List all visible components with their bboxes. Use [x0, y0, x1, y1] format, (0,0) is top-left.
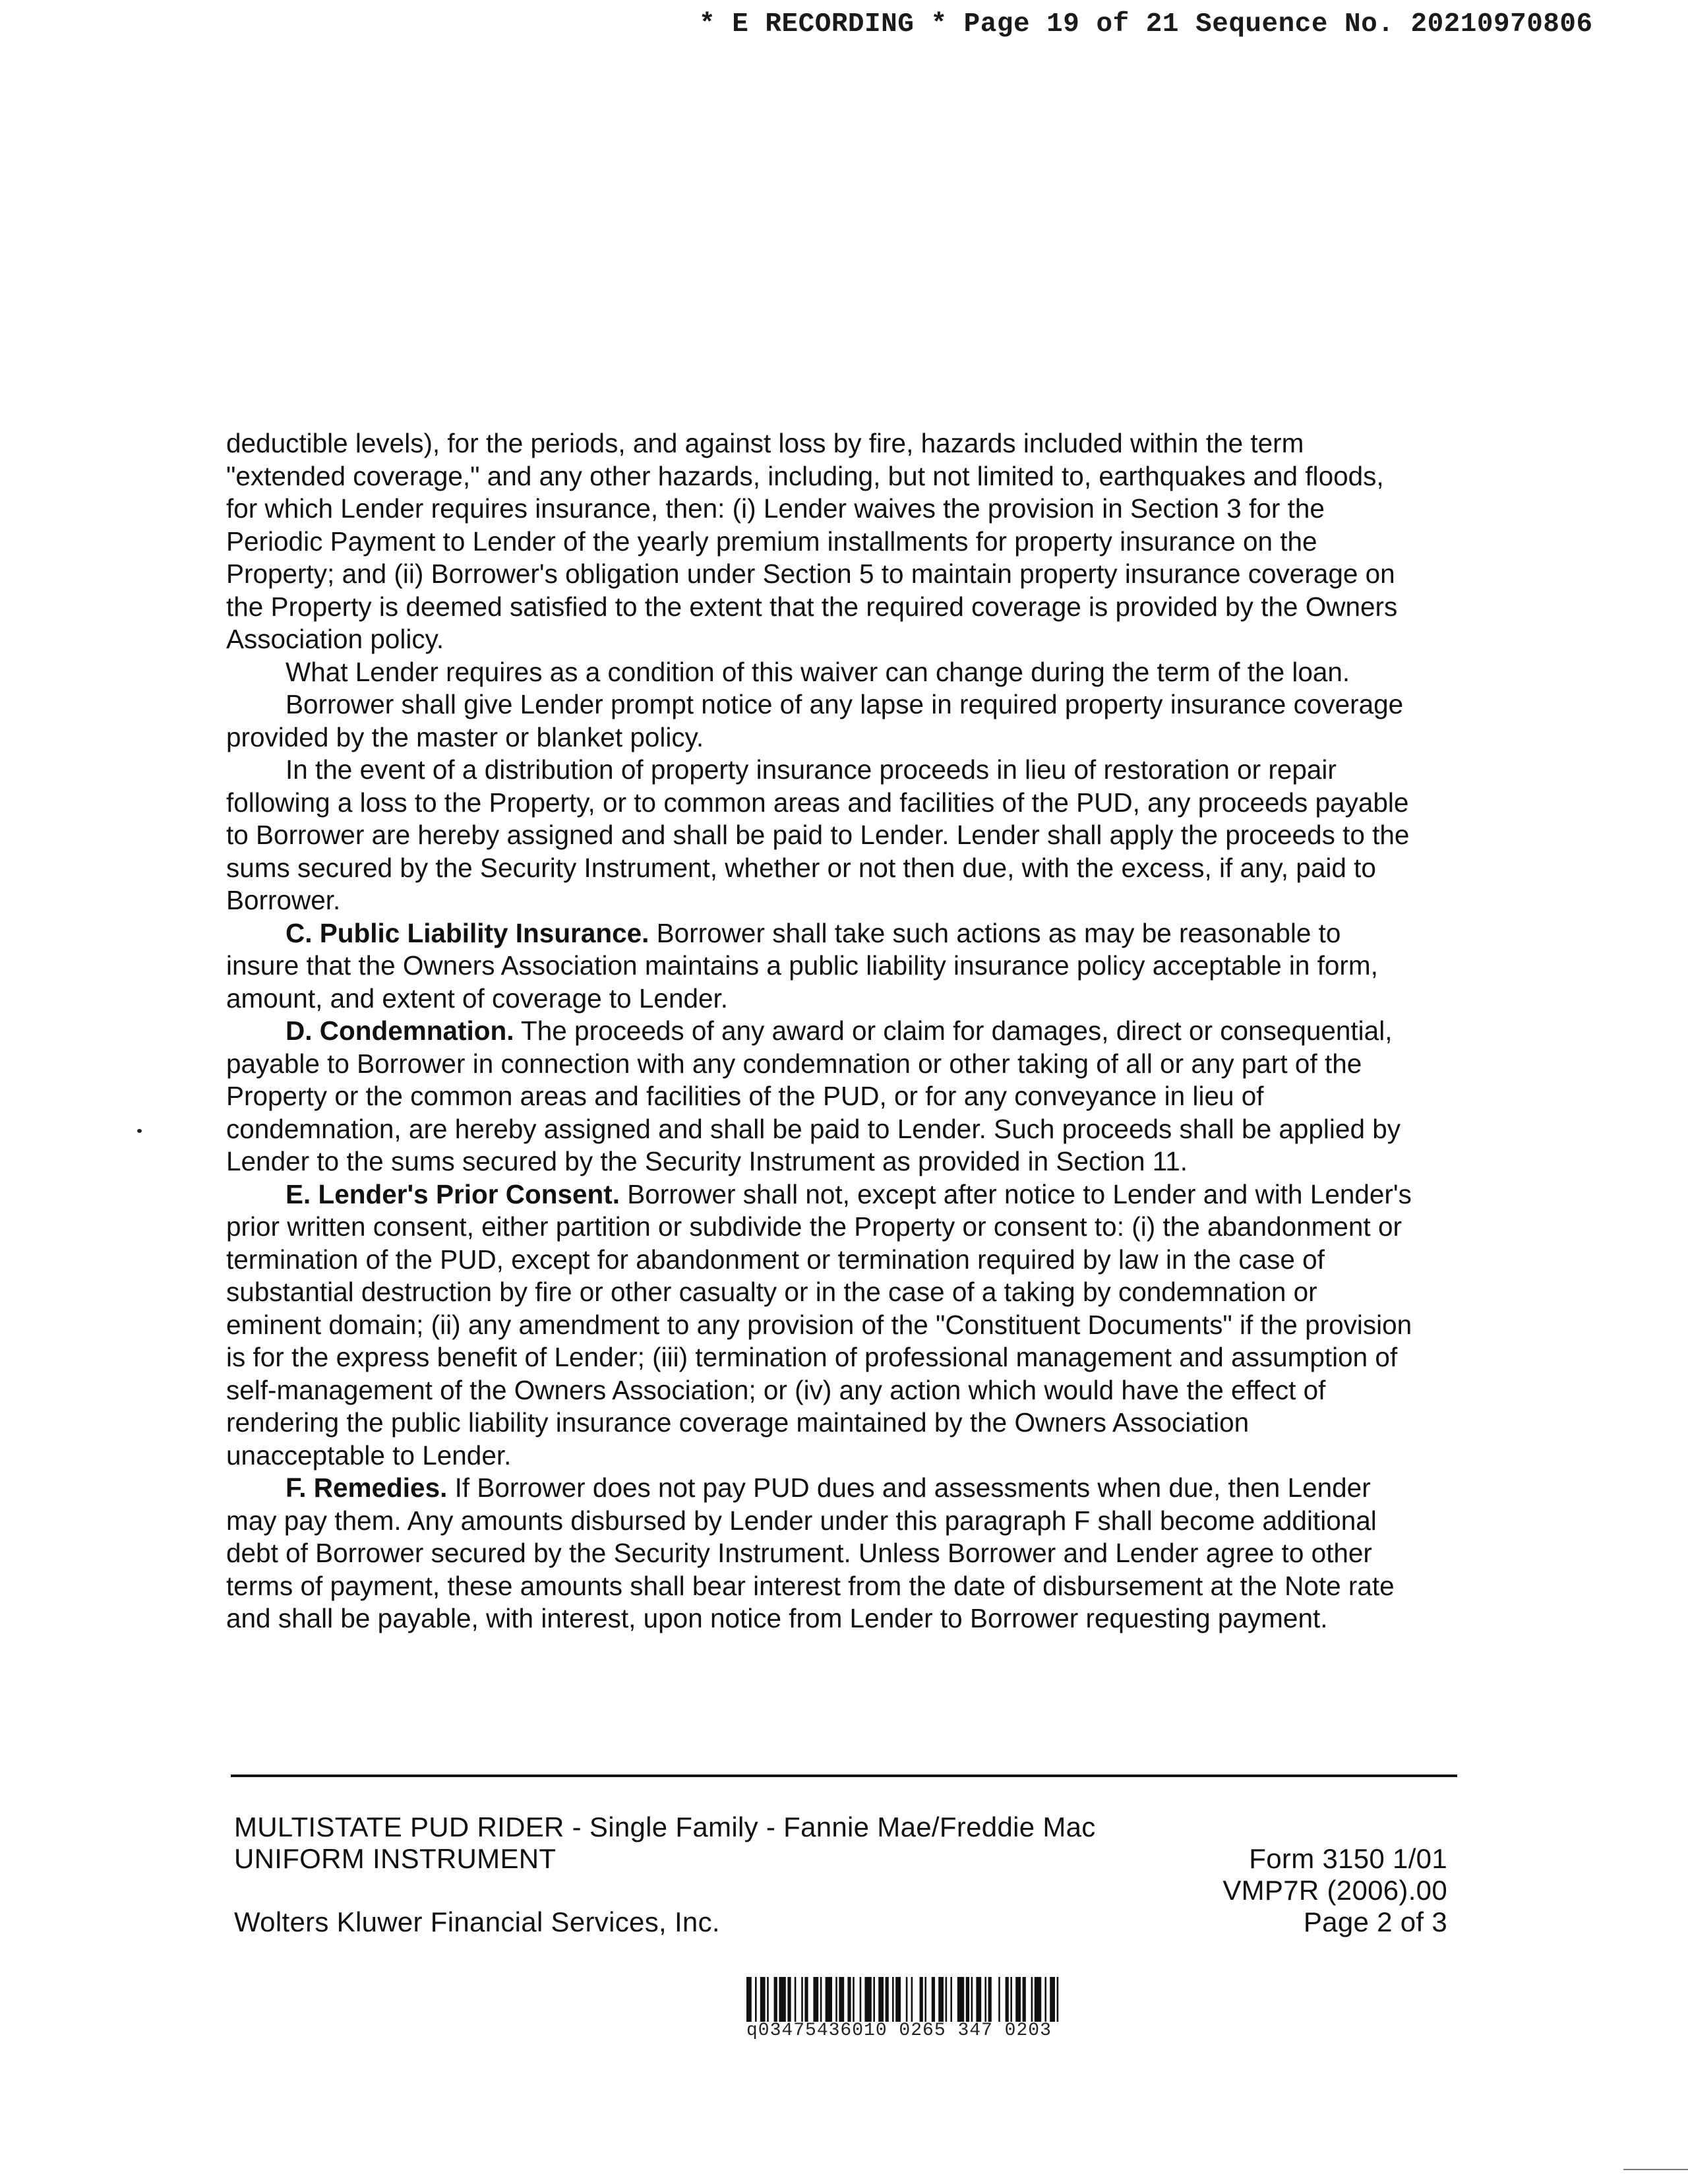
- section-e-prior-consent: [226, 1178, 1413, 1472]
- section-e-heading: E. Lender's Prior Consent.: [286, 1178, 620, 1209]
- section-d-condemnation: [226, 1015, 1413, 1178]
- corner-scan-mark: [1623, 2169, 1688, 2170]
- recording-stamp: * E RECORDING * Page 19 of 21 Sequence No. 20210970806: [699, 9, 1593, 40]
- footer-page-indicator: Page 2 of 3: [1303, 1906, 1447, 1937]
- section-d-heading: D. Condemnation.: [286, 1016, 514, 1046]
- footer-publisher: Wolters Kluwer Financial Services, Inc.: [234, 1906, 720, 1937]
- footer-divider: [231, 1774, 1457, 1777]
- section-f-heading: F. Remedies.: [286, 1472, 448, 1503]
- section-c-heading: C. Public Liability Insurance.: [286, 917, 649, 948]
- footer-title-line1: MULTISTATE PUD RIDER - Single Family - Fannie Mae/Freddie Mac: [234, 1811, 1096, 1842]
- section-e-text: Borrower shall not, except after notice to Lender and with Lender's prior written consent, either partition or subdivide the Property or consent to: (i) the abandonment or termination of the PUD, except for abandonment or termination required by law in the case of substantial destruction by fire or other casualty or in the case of a taking by condemnation or eminent domain; (ii) any amendment to any provision of the "Constituent Documents" if the provision is for the express benefit of Lender; (iii) termination of professional management and assumption of self-management of the Owners Association; or (iv) any action which would have the effect of rendering the public liability insurance coverage maintained by the Owners Association unacceptable to Lender.: [226, 1178, 1412, 1471]
- paragraph-insurance-proceeds: In the event of a distribution of property insurance proceeds in lieu of restoration or repair following a loss to the Property, or to common areas and facilities of the PUD, any proceeds payable to Borrower are hereby assigned and shall be paid to Lender. Lender shall apply the proceeds to the sums secured by the Security Instrument, whether or not then due, with the excess, if any, paid to Borrower.: [226, 754, 1410, 915]
- paragraph-lapse-notice: Borrower shall give Lender prompt notice of any lapse in required property insurance coverage provided by the master or blanket policy.: [226, 689, 1404, 752]
- section-c-public-liability: [226, 917, 1413, 1016]
- footer-form-number: Form 3150 1/01: [1249, 1843, 1447, 1874]
- barcode-image: [746, 1977, 1221, 2022]
- section-f-text: If Borrower does not pay PUD dues and assessments when due, then Lender may pay them. Any amounts disbursed by Lender under this paragraph F shall become additional debt of Borrower secured by the Security Instrument. Unless Borrower and Lender agree to other terms of payment, these amounts shall bear interest from the date of disbursement at the Note rate and shall be payable, with interest, upon notice from Lender to Borrower requesting payment.: [226, 1472, 1395, 1633]
- section-f-remedies: [226, 1472, 1413, 1635]
- barcode-number: q03475436010 0265 347 0203: [746, 2020, 1052, 2041]
- section-c-text: Borrower shall take such actions as may be reasonable to insure that the Owners Association maintains a public liability insurance policy acceptable in form, amount, and extent of coverage to Lender.: [226, 917, 1378, 1014]
- footer-vmp-code: VMP7R (2006).00: [1222, 1875, 1447, 1906]
- paragraph-waiver-change: What Lender requires as a condition of this waiver can change during the term of the loan.: [286, 656, 1350, 687]
- document-body: [226, 427, 1413, 1635]
- scan-speck: [137, 1129, 142, 1133]
- paragraph-insurance-waiver: deductible levels), for the periods, and against loss by fire, hazards included within the term "extended coverage," and any other hazards, including, but not limited to, earthquakes and floods, for which Lender requires insurance, then: (i) Lender waives the provision in Section 3 for the Periodic Payment to Lender of the yearly premium installments for property insurance on the Property; and (ii) Borrower's obligation under Section 5 to maintain property insurance coverage on the Property is deemed satisfied to the extent that the required coverage is provided by the Owners Association policy.: [226, 428, 1398, 654]
- section-d-text: The proceeds of any award or claim for damages, direct or consequential, payable to Borrower in connection with any condemnation or other taking of all or any part of the Property or the common areas and facilities of the PUD, or for any conveyance in lieu of condemnation, are hereby assigned and shall be paid to Lender. Such proceeds shall be applied by Lender to the sums secured by the Security Instrument as provided in Section 11.: [226, 1016, 1401, 1176]
- footer-title-line2: UNIFORM INSTRUMENT: [234, 1843, 557, 1874]
